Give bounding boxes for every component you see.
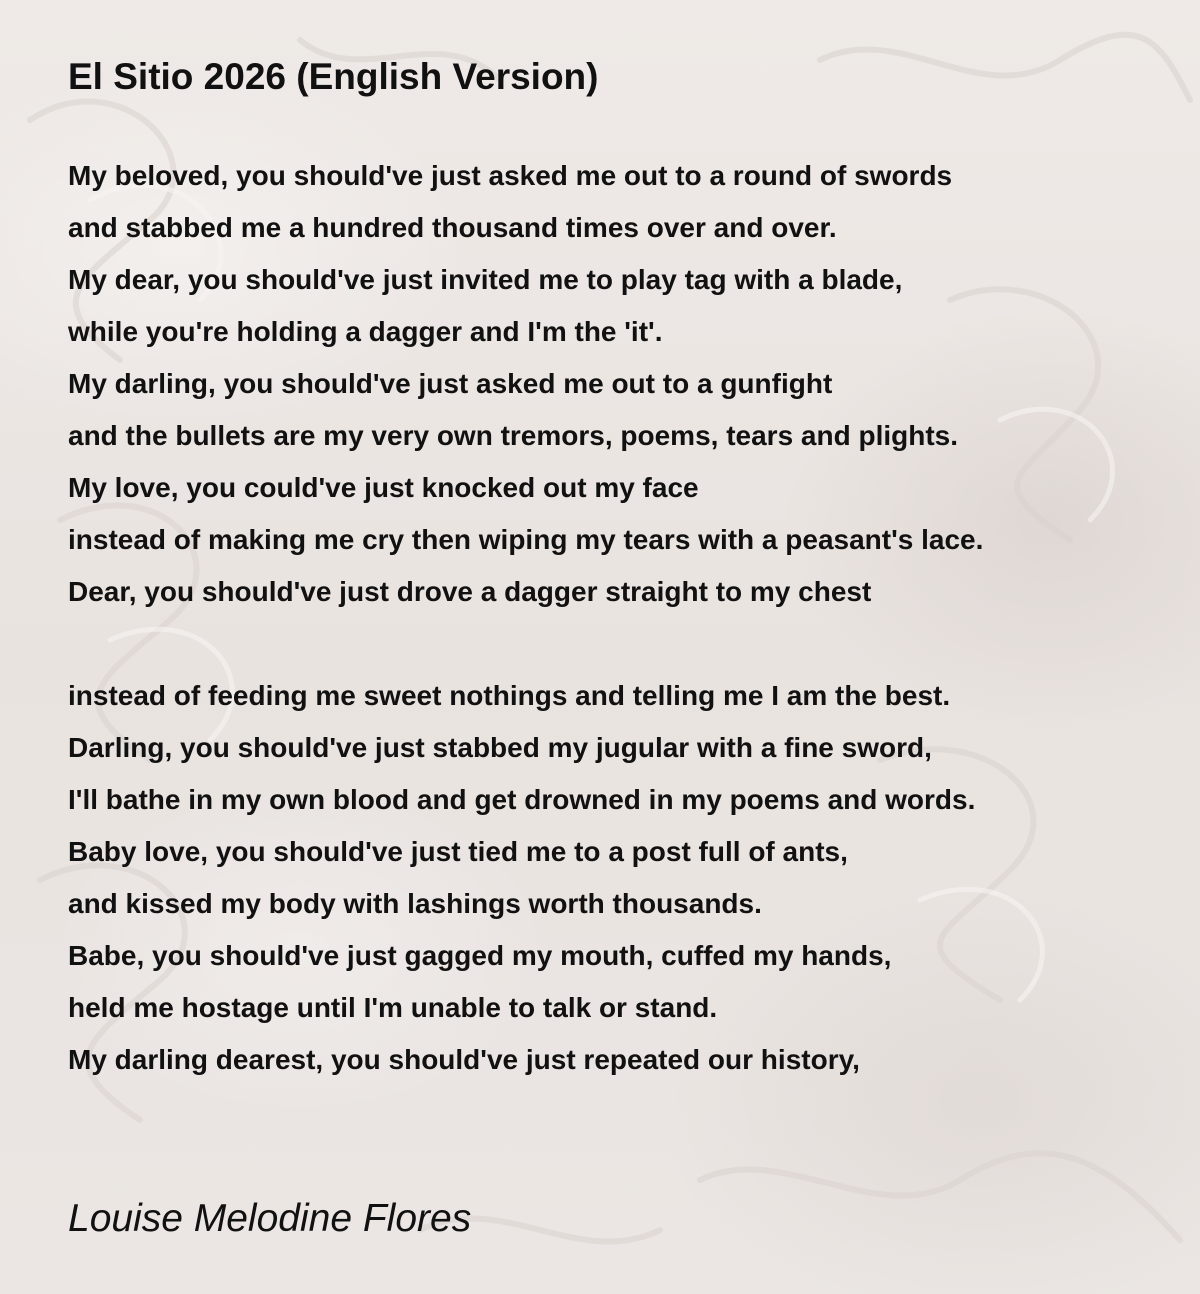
poem-line: Babe, you should've just gagged my mouth, cuffed my hands, <box>68 940 892 971</box>
poem-line: and kissed my body with lashings worth thousands. <box>68 888 762 919</box>
poem-line: My darling, you should've just asked me out to a gunfight <box>68 368 833 399</box>
poem-line: My dear, you should've just invited me to play tag with a blade, <box>68 264 903 295</box>
poem-line: My beloved, you should've just asked me out to a round of swords <box>68 160 953 191</box>
stanza-1 <box>68 150 983 618</box>
poem-title: El Sitio 2026 (English Version) <box>68 56 599 97</box>
author-name: Louise Melodine Flores <box>68 1197 472 1240</box>
poem-line: Dear, you should've just drove a dagger straight to my chest <box>68 576 872 607</box>
poem-line: held me hostage until I'm unable to talk or stand. <box>68 992 718 1023</box>
poem-line: while you're holding a dagger and I'm the 'it'. <box>68 316 663 347</box>
stanza-2 <box>68 670 975 1086</box>
poem-line: instead of feeding me sweet nothings and telling me I am the best. <box>68 680 951 711</box>
poem-line: instead of making me cry then wiping my tears with a peasant's lace. <box>68 524 984 555</box>
poem-line: Baby love, you should've just tied me to a post full of ants, <box>68 836 848 867</box>
poem-line: I'll bathe in my own blood and get drowned in my poems and words. <box>68 784 976 815</box>
poem-line: and stabbed me a hundred thousand times over and over. <box>68 212 837 243</box>
poem-line: Darling, you should've just stabbed my jugular with a fine sword, <box>68 732 932 763</box>
poem-line: My darling dearest, you should've just repeated our history, <box>68 1044 860 1075</box>
poem-line: and the bullets are my very own tremors, poems, tears and plights. <box>68 420 959 451</box>
poem-line: My love, you could've just knocked out my face <box>68 472 699 503</box>
